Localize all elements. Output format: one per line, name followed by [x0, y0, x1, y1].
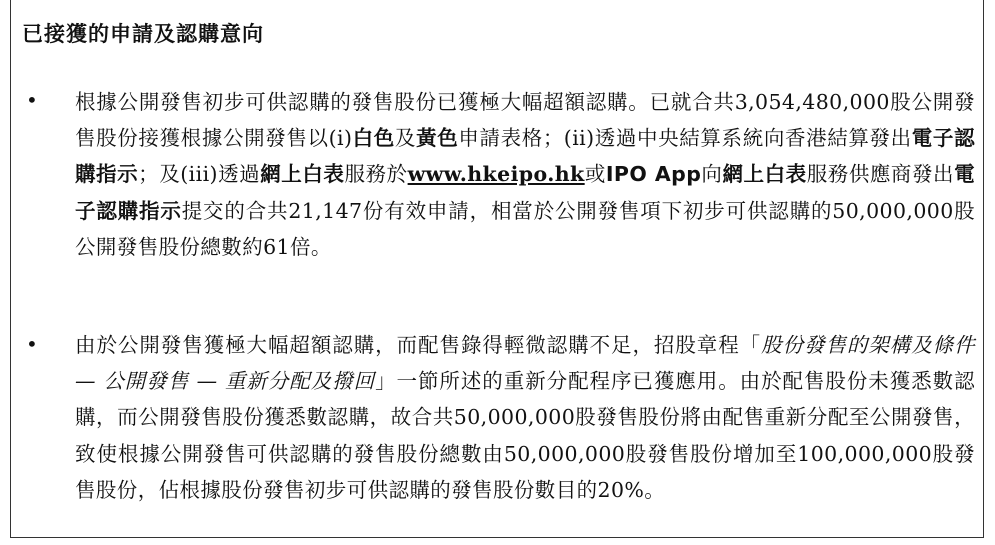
p1-text-5: 或: [584, 162, 606, 187]
p2-text-1: 由於公開發售獲極大幅超額認購，而配售錄得輕微認購不足，招股章程「: [75, 333, 762, 357]
p1-text-2: 申請表格；(ii)透過中央結算系統向香港結算發出: [458, 126, 912, 151]
p1-text-8: 提交的合共21,147份有效申請，相當於公開發售項下初步可供認購的50,000,000股公開發售股份總數約61倍。: [75, 198, 976, 259]
p1-text-4: 服務於: [344, 162, 408, 187]
p1-text-7: 服務供應商發出: [806, 162, 955, 187]
p1-and: 及: [394, 126, 417, 151]
white-form-eipo-label-1: 網上白表: [260, 162, 345, 187]
prospectus-section-title: 股份發售的架構及條件 — 公開發售 — 重新分配及撥回: [75, 333, 975, 394]
eipo-instructions-label-1: 電子認購指示: [75, 126, 975, 187]
paragraph-reallocation: [75, 327, 975, 508]
hkeipo-link[interactable]: www.hkeipo.hk: [407, 162, 585, 187]
eipo-instructions-label-2: 電子認購指示: [75, 162, 976, 223]
p1-text-3: ；及(iii)透過: [138, 162, 261, 187]
bullet-2: •: [26, 332, 38, 356]
p1-text-1: 根據公開發售初步可供認購的發售股份已獲極大幅超額認購。已就合共3,054,480,000股公開發售股份接獲根據公開發售以(i): [75, 90, 975, 151]
yellow-form-label: 黃色: [416, 126, 459, 151]
section-heading: 已接獲的申請及認購意向: [22, 22, 264, 46]
white-form-eipo-label-2: 網上白表: [722, 162, 807, 187]
p2-text-2: 」一節所述的重新分配程序已獲應用。由於配售股份未獲悉數認購，而公開發售股份獲悉數認購，故合共50,000,000股發售股份將由配售重新分配至公開發售，致使根據公開發售可供認購的發售股份總數由50,000,000股發售股份增加至100,000,000股發售股份，佔根據股份發售初步可供認購的發售股份數目的20%。: [75, 369, 975, 502]
ipo-app-label: IPO App: [605, 162, 702, 187]
white-form-label: 白色: [352, 126, 395, 151]
bullet-1: •: [26, 88, 38, 112]
paragraph-applications: [75, 84, 975, 265]
p1-text-6: 向: [701, 162, 723, 187]
